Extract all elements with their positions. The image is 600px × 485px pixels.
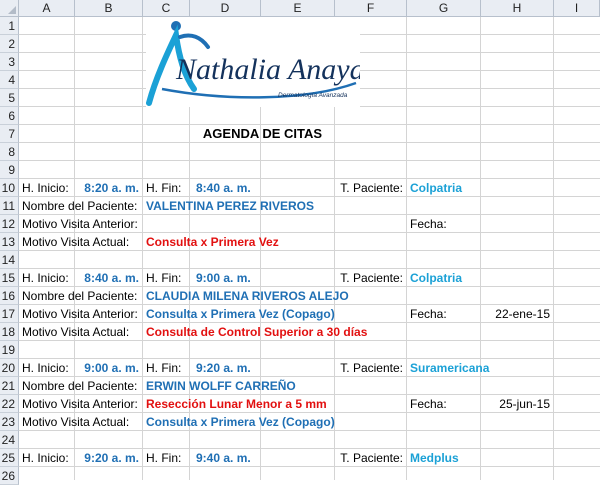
clinic-logo [146, 17, 360, 107]
date-label[interactable]: Fecha: [410, 217, 447, 231]
row-header[interactable]: 9 [0, 161, 19, 179]
row-header[interactable]: 26 [0, 467, 19, 485]
patient-type-label[interactable]: T. Paciente: [340, 361, 403, 375]
end-label[interactable]: H. Fin: [146, 271, 182, 285]
previous-visit-reason[interactable]: Consulta x Primera Vez (Copago) [146, 307, 335, 321]
end-label[interactable]: H. Fin: [146, 361, 182, 375]
patient-type[interactable]: Colpatria [410, 181, 463, 195]
previous-visit-reason[interactable]: Resección Lunar Menor a 5 mm [146, 397, 327, 411]
previous-visit-label[interactable]: Motivo Visita Anterior: [22, 217, 138, 231]
start-label[interactable]: H. Inicio: [22, 181, 69, 195]
row-header[interactable]: 13 [0, 233, 19, 251]
current-visit-label[interactable]: Motivo Visita Actual: [22, 235, 130, 249]
start-label[interactable]: H. Inicio: [22, 451, 69, 465]
patient-type-label[interactable]: T. Paciente: [340, 271, 403, 285]
row-header[interactable]: 7 [0, 125, 19, 143]
end-label[interactable]: H. Fin: [146, 181, 182, 195]
row-header[interactable]: 2 [0, 35, 19, 53]
row-header[interactable]: 24 [0, 431, 19, 449]
row-header[interactable]: 5 [0, 89, 19, 107]
row-header[interactable]: 17 [0, 305, 19, 323]
end-time[interactable]: 9:40 a. m. [196, 451, 251, 465]
column-header-b[interactable]: B [75, 0, 143, 17]
start-time[interactable]: 8:40 a. m. [84, 271, 139, 285]
row-header[interactable]: 20 [0, 359, 19, 377]
row-header[interactable]: 25 [0, 449, 19, 467]
row-header[interactable]: 6 [0, 107, 19, 125]
row-header[interactable]: 21 [0, 377, 19, 395]
start-time[interactable]: 9:00 a. m. [84, 361, 139, 375]
select-all-corner[interactable] [0, 0, 19, 17]
row-header[interactable]: 8 [0, 143, 19, 161]
column-header-f[interactable]: F [335, 0, 407, 17]
row-header[interactable]: 15 [0, 269, 19, 287]
column-header-c[interactable]: C [143, 0, 190, 17]
end-time[interactable]: 8:40 a. m. [196, 181, 251, 195]
patient-name[interactable]: CLAUDIA MILENA RIVEROS ALEJO [146, 289, 349, 303]
row-header[interactable]: 23 [0, 413, 19, 431]
patient-type[interactable]: Medplus [410, 451, 459, 465]
patient-type[interactable]: Suramericana [410, 361, 490, 375]
column-header-d[interactable]: D [190, 0, 261, 17]
select-all-icon [8, 6, 16, 14]
column-header-a[interactable]: A [19, 0, 75, 17]
date-label[interactable]: Fecha: [410, 397, 447, 411]
row-header[interactable]: 18 [0, 323, 19, 341]
previous-visit-date[interactable]: 25-jun-15 [499, 397, 550, 411]
row-header[interactable]: 1 [0, 17, 19, 35]
logo-figure-icon [146, 17, 360, 107]
column-header-h[interactable]: H [481, 0, 554, 17]
patient-name-label[interactable]: Nombre del Paciente: [22, 199, 138, 213]
current-visit-reason[interactable]: Consulta x Primera Vez (Copago) [146, 415, 335, 429]
start-time[interactable]: 9:20 a. m. [84, 451, 139, 465]
patient-type[interactable]: Colpatria [410, 271, 463, 285]
logo-tagline: Dermatología Avanzada [278, 92, 348, 99]
current-visit-label[interactable]: Motivo Visita Actual: [22, 415, 130, 429]
patient-name-label[interactable]: Nombre del Paciente: [22, 289, 138, 303]
sheet-title[interactable]: AGENDA DE CITAS [202, 126, 323, 141]
end-label[interactable]: H. Fin: [146, 451, 182, 465]
end-time[interactable]: 9:20 a. m. [196, 361, 251, 375]
start-label[interactable]: H. Inicio: [22, 271, 69, 285]
patient-type-label[interactable]: T. Paciente: [340, 181, 403, 195]
row-header[interactable]: 16 [0, 287, 19, 305]
row-header[interactable]: 19 [0, 341, 19, 359]
date-label[interactable]: Fecha: [410, 307, 447, 321]
start-label[interactable]: H. Inicio: [22, 361, 69, 375]
row-header[interactable]: 11 [0, 197, 19, 215]
row-header[interactable]: 3 [0, 53, 19, 71]
patient-name[interactable]: VALENTINA PEREZ RIVEROS [146, 199, 315, 213]
previous-visit-label[interactable]: Motivo Visita Anterior: [22, 397, 138, 411]
previous-visit-label[interactable]: Motivo Visita Anterior: [22, 307, 138, 321]
row-header[interactable]: 22 [0, 395, 19, 413]
previous-visit-date[interactable]: 22-ene-15 [495, 307, 550, 321]
current-visit-reason[interactable]: Consulta x Primera Vez [146, 235, 279, 249]
column-header-e[interactable]: E [261, 0, 335, 17]
row-header[interactable]: 12 [0, 215, 19, 233]
patient-type-label[interactable]: T. Paciente: [340, 451, 403, 465]
patient-name[interactable]: ERWIN WOLFF CARREÑO [146, 379, 296, 393]
current-visit-reason[interactable]: Consulta de Control Superior a 30 días [146, 325, 368, 339]
patient-name-label[interactable]: Nombre del Paciente: [22, 379, 138, 393]
current-visit-label[interactable]: Motivo Visita Actual: [22, 325, 130, 339]
column-header-g[interactable]: G [407, 0, 481, 17]
column-header-i[interactable]: I [554, 0, 600, 17]
start-time[interactable]: 8:20 a. m. [84, 181, 139, 195]
row-header[interactable]: 4 [0, 71, 19, 89]
logo-name: Nathalia Anaya [176, 53, 360, 86]
row-header[interactable]: 14 [0, 251, 19, 269]
row-header[interactable]: 10 [0, 179, 19, 197]
end-time[interactable]: 9:00 a. m. [196, 271, 251, 285]
